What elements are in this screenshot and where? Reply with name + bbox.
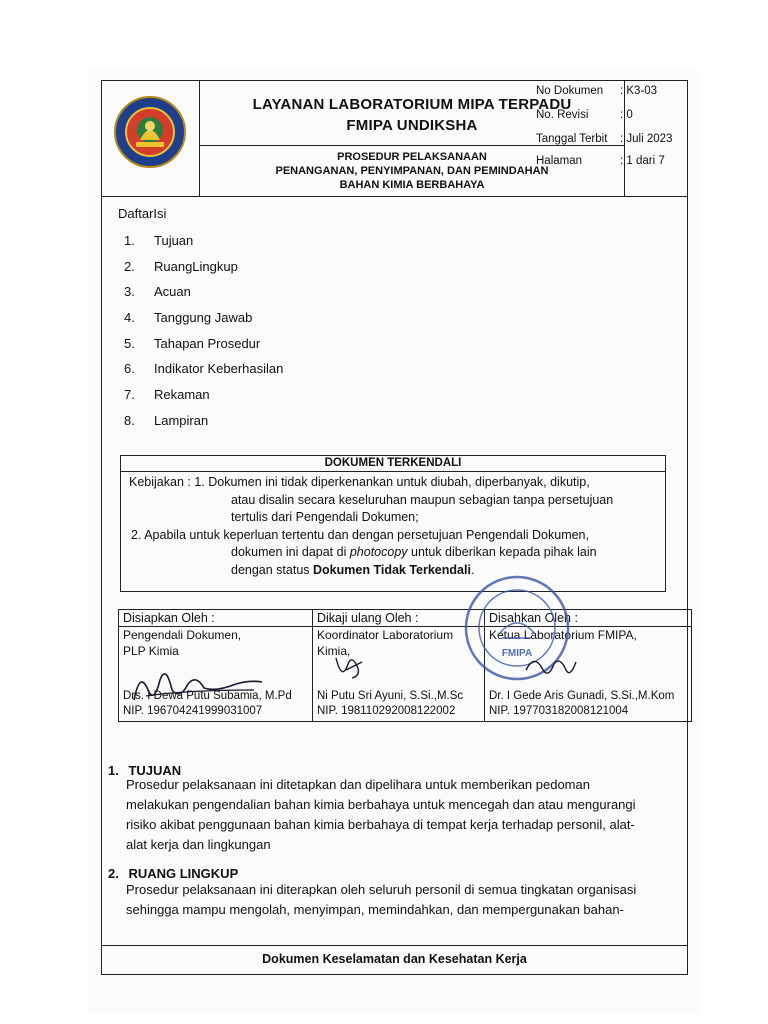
body-line: sehingga mampu mengolah, menyimpan, memindahkan, dan mempergunakan bahan- (126, 902, 624, 917)
body-line: Prosedur pelaksanaan ini diterapkan oleh seluruh personil di semua tingkatan organisasi (126, 882, 637, 897)
signature-heading: Dikaji ulang Oleh : (313, 610, 484, 627)
toc-item (124, 360, 283, 386)
meta-key: No. Revisi (536, 109, 589, 121)
toc-num: 1. (124, 233, 135, 248)
title-line-2: FMIPA UNDIKSHA (346, 117, 478, 134)
document-footer: Dokumen Keselamatan dan Kesehatan Kerja (262, 952, 527, 966)
logo-cell (101, 80, 200, 196)
signature-mark-1 (126, 660, 266, 708)
meta-value: : 1 dari 7 (620, 155, 665, 167)
signatory-block (489, 689, 674, 719)
toc-num: 8. (124, 412, 135, 428)
signature-mark-2 (330, 648, 370, 688)
policy-line: Kebijakan : 1. Dokumen ini tidak diperkenankan untuk diubah, diperbanyak, dikutip, (129, 475, 590, 489)
meta-value: : Juli 2023 (620, 133, 673, 145)
policy-text-span: dokumen ini dapat di (231, 545, 350, 559)
toc-item (124, 283, 283, 309)
toc-label: Tahapan Prosedur (154, 335, 261, 351)
undiksha-logo (114, 96, 186, 168)
signatory-block (317, 689, 463, 719)
meta-key: Halaman (536, 155, 583, 167)
toc-label: Rekaman (154, 387, 210, 403)
toc-num: 6. (124, 361, 135, 377)
meta-key: Tanggal Terbit (536, 133, 608, 145)
signatory-name: Dr. I Gede Aris Gunadi, S.Si.,M.Kom (489, 690, 675, 702)
toc-label: Tanggung Jawab (154, 310, 253, 326)
toc-num: 4. (124, 310, 135, 326)
section-title: RUANG LINGKUP (128, 866, 239, 881)
policy-text-span: untuk diberikan kepada pihak lain (407, 545, 597, 559)
toc-num: 2. (124, 258, 135, 274)
toc-item (124, 412, 283, 438)
signatory-nip: NIP. 196704241999031007 (123, 705, 263, 717)
signature-heading: Disahkan Oleh : (485, 610, 691, 627)
controlled-document-heading: DOKUMEN TERKENDALI (121, 456, 665, 472)
meta-issue-date (536, 132, 672, 146)
policy-text-span: dengan status (231, 562, 314, 577)
header-divider (101, 196, 688, 197)
signatory-nip: NIP. 198110292008122002 (317, 705, 456, 717)
footer-divider (101, 945, 688, 946)
policy-line: atau disalin secara keseluruhan maupun sebagian tanpa persetujuan (231, 492, 614, 507)
signatory-nip: NIP. 197703182008121004 (489, 705, 629, 717)
toc-label: Tujuan (154, 233, 194, 248)
body-line: alat kerja dan lingkungan (126, 837, 271, 852)
toc-item (124, 232, 283, 258)
toc-list (124, 232, 283, 438)
subtitle-line-2: PENANGANAN, PENYIMPANAN, DAN PEMINDAHAN (275, 165, 549, 177)
toc-num: 5. (124, 335, 135, 351)
subtitle-line-1: PROSEDUR PELAKSANAAN (337, 151, 487, 163)
section-title: TUJUAN (128, 763, 182, 778)
toc-label: Lampiran (154, 412, 209, 428)
toc-label: Acuan (154, 284, 191, 300)
policy-line: tertulis dari Pengendali Dokumen; (231, 510, 419, 524)
signature-role: Koordinator Laboratorium (317, 628, 454, 642)
stamp-text: FMIPA (501, 648, 533, 659)
section-2-body (126, 880, 672, 920)
signature-role: Kimia, (317, 644, 351, 658)
body-line: Prosedur pelaksanaan ini ditetapkan dan dipelihara untuk memberikan pedoman (126, 777, 590, 792)
signatory-name: Ni Putu Sri Ayuni, S.Si.,M.Sc (317, 690, 464, 702)
meta-value: : K3-03 (620, 85, 658, 97)
meta-value: : 0 (620, 109, 633, 121)
signature-mark-3 (520, 650, 580, 684)
meta-revision (536, 108, 633, 122)
section-number: 2. (108, 866, 119, 881)
signature-heading: Disiapkan Oleh : (119, 610, 312, 627)
policy-text (129, 474, 647, 579)
signature-role: Pengendali Dokumen, (123, 628, 242, 642)
controlled-document-box (120, 455, 666, 592)
toc-num: 3. (124, 284, 135, 300)
toc-num: 7. (124, 387, 135, 403)
toc-label: Indikator Keberhasilan (154, 361, 284, 377)
toc-item (124, 309, 283, 335)
meta-doc-number (536, 84, 657, 98)
policy-text-span: . (470, 562, 475, 577)
meta-page (536, 154, 665, 168)
section-number: 1. (108, 763, 119, 778)
meta-key: No Dokumen (536, 85, 604, 97)
signature-role: Ketua Laboratorium FMIPA, (489, 628, 637, 642)
policy-line: 2. Apabila untuk keperluan tertentu dan dengan persetujuan Pengendali Dokumen, (131, 527, 589, 542)
body-line: risiko akibat penggunaan bahan kimia berbahaya di tempat kerja terhadap personil, alat- (126, 817, 635, 832)
toc-item (124, 335, 283, 361)
subtitle-line-3: BAHAN KIMIA BERBAHAYA (339, 179, 485, 191)
signature-role: PLP Kimia (123, 644, 179, 658)
toc-item (124, 386, 283, 412)
policy-bold: Dokumen Tidak Terkendali (313, 562, 471, 577)
toc-heading: DaftarIsi (118, 206, 167, 221)
policy-emphasis: photocopy (349, 545, 408, 559)
toc-item (124, 258, 283, 284)
section-1-body (126, 775, 672, 855)
body-line: melakukan pengendalian bahan kimia berbahaya untuk mencegah dan atau mengurangi (126, 797, 636, 812)
title-line-1: LAYANAN LABORATORIUM MIPA TERPADU (252, 96, 572, 113)
toc-label: RuangLingkup (154, 258, 238, 274)
policy-line (129, 544, 647, 562)
signatory-name: Drs. I Dewa Putu Subamia, M.Pd (123, 690, 292, 702)
